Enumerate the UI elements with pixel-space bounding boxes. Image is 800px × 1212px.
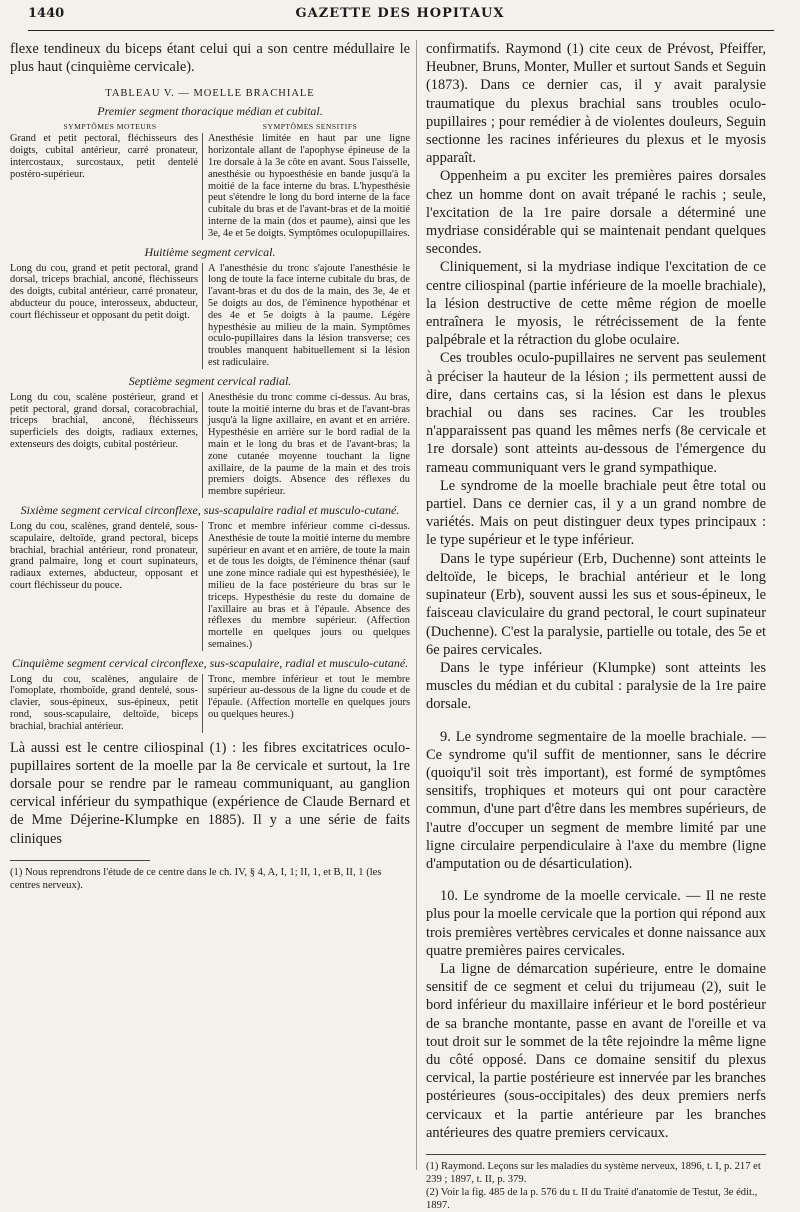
sensory-symptoms: A l'anesthésie du tronc s'ajoute l'anesthésie le long de toute la face interne cubitale du bras, de l'avant-bras et du dos de la main, des 3e, 4e et 5e doigts au dos, de l'éminence hypothénar et des 4e et 5e doigts à la paume. Légère hypesthésie au milieu de la main. Symptômes oculo-pupillaires dans la lésion transverse; ces troubles manquent habituellement si la lésion est radiculaire. xyxy=(208,262,410,368)
segment-table xyxy=(10,104,410,732)
segment-row xyxy=(10,674,410,733)
segment-title: Huitième segment cervical. xyxy=(144,244,276,259)
segment-row xyxy=(10,133,410,239)
motor-symptoms: Long du cou, scalènes, grand dentelé, sous-scapulaire, deltoïde, grand pectoral, biceps brachial, brachial antérieur, rond pronateur, grand palmaire, long et court supinateurs, radiaux externes, abducteur, opposant et court fléchisseur du pouce. xyxy=(10,520,198,591)
body-paragraph: Le syndrome de la moelle brachiale peut être total ou partiel. Dans ce dernier cas, il y a un grand nombre de variétés. Mais on peut distinguer deux types principaux : le type supérieur et le type inférieur. xyxy=(426,477,766,549)
footnote-rule xyxy=(10,860,150,861)
journal-title: GAZETTE DES HOPITAUX xyxy=(295,6,505,21)
col-head-motor: SYMPTÔMES MOTEURS xyxy=(63,122,157,132)
body-paragraph: Dans le type inférieur (Klumpke) sont atteints les muscles du médian et du cubital : paralysie de la 1re paire dorsale. xyxy=(426,659,766,713)
footnote: (1) Raymond. Leçons sur les maladies du système nerveux, 1896, t. I, p. 217 et 239 ; 1897, t. II, p. 379. xyxy=(426,1160,761,1185)
sensory-symptoms: Tronc, membre inférieur et tout le membre supérieur au-dessous de la ligne du coude et de l'épaule. (Affection mortelle en quelques jours ou quelques heures.) xyxy=(208,673,410,721)
section-10: 10. Le syndrome de la moelle cervicale. — Il ne reste plus pour la moelle cervicale que la portion qui répond aux trois premières vertèbres cervicales et donne naissance aux quatre premières paires cervicales. xyxy=(426,888,766,959)
segment-title: Premier segment thoracique médian et cubital. xyxy=(97,104,323,119)
sensory-symptoms: Anesthésie limitée en haut par une ligne horizontale allant de l'apophyse épineuse de la 1re dorsale à la 3e côte en avant. Sous l'aisselle, anesthésie ou hypoesthésie en bande jusqu'à la moitié de la face interne du bras. L'hypesthésie peut s'étendre le long du bord interne de la face cubitale du bras et de l'avant-bras et de la moitié interne de la main (dos et paume), ainsi que les 3e, 4e et 5e doigts. Symptômes oculopupillaires. xyxy=(208,133,410,239)
motor-symptoms: Long du cou, grand et petit pectoral, grand dorsal, triceps brachial, anconé, fléchisseurs des doigts, cubital antérieur, carré pronateur, abducteur du pouce, interosseux, abducteur, court fléchisseur et opposant du petit doigt. xyxy=(10,262,198,321)
motor-symptoms: Long du cou, scalène postérieur, grand et petit pectoral, grand dorsal, coracobrachial, triceps brachial, anconé, fléchisseurs superficiels des doigts, radiaux externes, extenseurs des doigts, cubital postérieur. xyxy=(10,391,198,450)
left-column xyxy=(10,40,410,892)
col-head-sensory: SYMPTÔMES SENSITIFS xyxy=(262,122,358,132)
segment-row xyxy=(10,263,410,369)
table-column-heads xyxy=(10,122,410,131)
intro-paragraph: flexe tendineux du biceps étant celui qui a son centre médullaire le plus haut (cinquième cervicale). xyxy=(10,41,410,76)
body-paragraph: confirmatifs. Raymond (1) cite ceux de Prévost, Pfeiffer, Heubner, Bruns, Monter, Muller et surtout Sands et Seguin (1873). Dans ce dernier cas, il y avait paralysie traumatique du plexus brachial sans troubles oculo-pupillaires ; pour remédier à de violentes douleurs, Seguin sectionne les racines inférieures du plexus et le myosis apparaît. xyxy=(426,41,766,167)
footnote: (2) Voir la fig. 485 de la p. 576 du t. II du Traité d'anatomie de Testut, 3e édit., 1897. xyxy=(426,1186,758,1211)
column-divider xyxy=(416,40,417,1170)
table-title: TABLEAU V. — MOELLE BRACHIALE xyxy=(105,88,315,100)
motor-symptoms: Grand et petit pectoral, fléchisseurs des doigts, cubital antérieur, carré pronateur, intercostaux, surcostaux, petit dentelé postéro-supérieur. xyxy=(10,133,198,180)
body-paragraph: Oppenheim a pu exciter les premières paires dorsales chez un homme dont on avait trépané le rachis ; seule, l'excitation de la 1re paire dorsale a déterminé une mydriase considérable qui se maintenait pendant quelques secondes. xyxy=(426,168,766,258)
section-9: 9. Le syndrome segmentaire de la moelle brachiale. — Ce syndrome qu'il suffit de mentionner, sans le décrire (quoiqu'il soit très important), est formé de symptômes sensitifs, trophiques et moteurs qui ont pour caractère commun, d'une part d'être dans les membres supérieurs, de l'autre d'occuper un segment de membre limité par une ligne circulaire perpendiculaire à l'axe du membre (ligne d'amputation ou de désarticulation). xyxy=(426,728,766,872)
segment-title: Septième segment cervical radial. xyxy=(128,373,292,388)
page-header xyxy=(28,6,772,30)
body-paragraph: Ces troubles oculo-pupillaires ne servent pas seulement à préciser la hauteur de la lésion ; ils permettent aussi de dire, dans certains cas, si la lésion est dans le plexus brachial ou dans ses racines. Car les troubles n'apparaissent pas quand les mêmes nerfs (8e cervicale et 1re dorsale) sont atteints au-dessous de l'émergence du rameau communiquant vers le grand sympathique. xyxy=(426,350,766,476)
segment-title: Cinquième segment cervical circonflexe, sus-scapulaire, radial et musculo-cutané. xyxy=(11,655,409,670)
segment-row xyxy=(10,392,410,498)
body-paragraph: Cliniquement, si la mydriase indique l'excitation de ce centre ciliospinal (partie inférieure de la moelle brachiale), la lésion destructive de cette même région de moelle entraînera le myosis, le rétrécissement de la fente palpébrale et la rétraction du globe oculaire. xyxy=(426,259,766,349)
header-rule xyxy=(28,30,774,31)
ciliospinal-paragraph: Là aussi est le centre ciliospinal (1) : les fibres excitatrices oculo-pupillaires sortent de la moelle par la 8e cervicale et surtout, la 1re dorsale pour se rendre par le rameau communiquant, au ganglion cervical inférieur du sympathique (expérience de Claude Bernard et de Mme Déjerine-Klumpke en 1885). Il y a une série de faits cliniques xyxy=(10,739,410,847)
segment-row xyxy=(10,521,410,651)
segment-title: Sixième segment cervical circonflexe, sus-scapulaire radial et musculo-cutané. xyxy=(20,502,400,517)
sensory-symptoms: Anesthésie du tronc comme ci-dessus. Au bras, toute la moitié interne du bras et de l'avant-bras jusqu'à la ligne axillaire, en avant et en arrière. Hypesthésie en arrière sur le bord radial de la main et le long du bras et de l'avant-bras; la zone cutanée moyenne touchant la ligne axillaire, de la paume de la main et des trois premiers doigts. Absence des réflexes du membre supérieur. xyxy=(208,391,410,498)
right-column xyxy=(426,40,766,1212)
motor-symptoms: Long du cou, scalènes, angulaire de l'omoplate, rhomboïde, grand dentelé, sous-clavier, sous-épineux, sus-épineux, petit rond, sous-scapulaire, deltoïde, biceps brachial, brachial antérieur. xyxy=(10,673,198,732)
page-number: 1440 xyxy=(28,6,65,21)
sensory-symptoms: Tronc et membre inférieur comme ci-dessus. Anesthésie de toute la moitié interne du membre supérieur en avant et en arrière, de toute la main et de tous les doigts, de l'éminence thénar (sauf une zone mince radiale qui est hypesthésiée), le milieu de la face postérieure du bras sur le triceps. Hypesthésie du reste du domaine de l'axillaire au bras et à l'épaule. Absence des réflexes du membre supérieur. (Affection mortelle en quelques jours ou quelques semaines.) xyxy=(208,520,410,650)
footnote: (1) Nous reprendrons l'étude de ce centre dans le ch. IV, § 4, A, I, 1; II, 1, et B, II, 1 (les centres nerveux). xyxy=(10,866,382,891)
body-paragraph: La ligne de démarcation supérieure, entre le domaine sensitif de ce segment et celui du trijumeau (2), suit le bord inférieur du maxillaire inférieur et le bord postérieur de sa branche montante, passe en avant de l'oreille et va tout droit sur le sommet de la tête rejoindre la même ligne du côté opposé. Dans ce domaine sensitif du plexus cervical, la partie postérieure est innervée par les branches postérieures (sous-occipitales) des deux premiers nerfs cervicaux et la partie antérieure par les branches antérieures des quatre premiers cervicaux. xyxy=(426,960,766,1141)
footnote-rule xyxy=(426,1154,766,1155)
body-paragraph: Dans le type supérieur (Erb, Duchenne) sont atteints le deltoïde, le biceps, le brachial antérieur et le long supinateur (Erb), souvent aussi les sus et sous-épineux, le faisceau claviculaire du grand pectoral, le court supinateur (Duchenne). C'est la paralysie, partielle ou totale, des 5e et 6e paires cervicales. xyxy=(426,550,766,658)
